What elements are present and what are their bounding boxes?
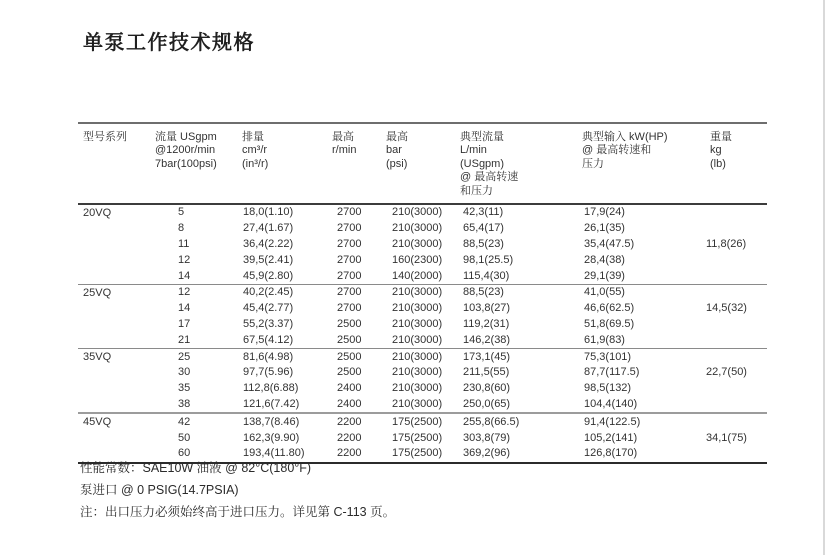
cell-displacement: 138,7(8.46) — [240, 413, 330, 430]
cell-max-pressure: 210(3000) — [392, 382, 443, 395]
cell-typical-input: 46,6(62.5) — [584, 302, 635, 315]
cell-displacement: 27,4(1.67) — [243, 222, 294, 235]
cell-max-speed: 2500 — [337, 366, 362, 379]
page-right-edge — [823, 0, 825, 555]
cell-typical-input: 126,8(170) — [584, 447, 638, 460]
table-row — [78, 430, 767, 446]
cell-typical-flow: 230,8(60) — [463, 382, 511, 395]
note-performance-constants: 性能常数：SAE10W 油液 @ 82°C(180°F) — [80, 461, 312, 475]
cell-max-pressure: 210(3000) — [392, 238, 443, 251]
cell-flow: 60 — [178, 447, 191, 460]
page-title: 单泵工作技术规格 — [83, 32, 255, 54]
table-row — [78, 221, 767, 237]
table-row — [78, 204, 767, 221]
column-header-weight: 重量 kg (lb) — [710, 123, 767, 204]
cell-displacement: 97,7(5.96) — [243, 366, 294, 379]
cell-typical-input: 17,9(24) — [584, 206, 625, 219]
cell-typical-input: 105,2(141) — [584, 431, 638, 444]
cell-displacement: 55,2(3.37) — [243, 318, 294, 330]
column-header-flow: 流量 USgpm @1200r/min 7bar(100psi) — [145, 123, 240, 204]
table-row — [78, 237, 767, 253]
cell-max-speed: 2200 — [337, 447, 362, 460]
cell-displacement: 40,2(2.45) — [240, 285, 330, 301]
cell-max-pressure: 210(3000) — [392, 302, 443, 315]
cell-typical-input: 104,4(140) — [584, 397, 638, 410]
cell-typical-input: 98,5(132) — [584, 382, 632, 395]
cell-max-pressure: 210(3000) — [392, 318, 443, 330]
cell-typical-flow: 65,4(17) — [463, 222, 504, 235]
footnotes — [80, 461, 395, 527]
cell-typical-flow: 42,3(11) — [463, 206, 504, 219]
table-row — [78, 252, 767, 268]
cell-typical-flow: 98,1(25.5) — [463, 253, 514, 266]
cell-typical-flow: 88,5(23) — [463, 238, 504, 251]
cell-weight: 22,7(50) — [710, 349, 767, 414]
cell-max-pressure: 210(3000) — [392, 333, 443, 346]
cell-typical-flow: 115,4(30) — [463, 269, 510, 282]
cell-flow: 21 — [178, 333, 191, 346]
cell-flow: 50 — [178, 431, 191, 444]
cell-max-speed: 2500 — [337, 318, 362, 330]
cell-max-pressure: 210(3000) — [385, 349, 458, 365]
cell-weight: 11,8(26) — [706, 238, 747, 251]
cell-model-series: 20VQ — [83, 207, 112, 220]
cell-max-pressure: 210(3000) — [385, 285, 458, 301]
cell-max-pressure: 140(2000) — [392, 269, 443, 282]
cell-max-pressure: 175(2500) — [385, 413, 458, 430]
table-row — [78, 397, 767, 414]
cell-weight: 34,1(75) — [710, 413, 767, 462]
cell-max-speed: 2700 — [330, 285, 385, 301]
cell-displacement: 67,5(4.12) — [243, 333, 294, 346]
table-row — [78, 285, 767, 301]
cell-flow: 12 — [178, 253, 191, 266]
cell-displacement: 81,6(4.98) — [240, 349, 330, 365]
cell-max-speed: 2700 — [337, 222, 362, 235]
table-row — [78, 413, 767, 430]
column-header-model-series: 型号系列 — [78, 123, 145, 204]
note-pump-inlet: 泵进口 @ 0 PSIG(14.7PSIA) — [80, 483, 239, 497]
cell-max-pressure: 210(3000) — [392, 366, 443, 379]
column-header-max-pressure: 最高 bar (psi) — [385, 123, 458, 204]
cell-max-speed: 2700 — [337, 206, 362, 219]
cell-displacement: 36,4(2.22) — [243, 238, 294, 251]
cell-displacement: 162,3(9.90) — [243, 431, 300, 444]
cell-max-pressure: 210(3000) — [392, 206, 443, 219]
cell-displacement: 45,9(2.80) — [243, 269, 294, 282]
cell-flow: 12 — [145, 285, 240, 301]
cell-flow: 14 — [178, 269, 191, 282]
cell-model-series: 25VQ — [78, 285, 145, 349]
cell-displacement: 39,5(2.41) — [243, 253, 294, 266]
table-header — [78, 123, 767, 204]
cell-typical-input: 75,3(101) — [580, 349, 710, 365]
cell-flow: 42 — [145, 413, 240, 430]
spec-table — [78, 122, 767, 464]
cell-flow: 17 — [178, 318, 191, 330]
cell-typical-input: 41,0(55) — [580, 285, 710, 301]
column-header-displacement: 排量 cm³/r (in³/r) — [240, 123, 330, 204]
cell-model-series: 35VQ — [78, 349, 145, 414]
cell-max-speed: 2400 — [337, 397, 362, 410]
cell-max-speed: 2200 — [330, 413, 385, 430]
cell-typical-flow: 88,5(23) — [458, 285, 580, 301]
table-row — [78, 301, 767, 317]
column-header-max-speed: 最高 r/min — [330, 123, 385, 204]
cell-typical-flow: 173,1(45) — [458, 349, 580, 365]
cell-max-pressure: 175(2500) — [392, 431, 443, 444]
cell-typical-input: 91,4(122.5) — [580, 413, 710, 430]
table-body — [78, 204, 767, 463]
cell-displacement: 193,4(11.80) — [243, 447, 305, 460]
cell-flow: 8 — [178, 222, 185, 235]
cell-typical-input: 61,9(83) — [584, 333, 625, 346]
cell-typical-flow: 255,8(66.5) — [458, 413, 580, 430]
note-outlet-pressure: 注：出口压力必须始终高于进口压力。详见第 C-113 页。 — [80, 505, 396, 519]
cell-max-pressure: 175(2500) — [392, 447, 443, 460]
table-row — [78, 349, 767, 365]
cell-typical-flow: 250,0(65) — [463, 397, 511, 410]
cell-flow: 11 — [178, 238, 190, 251]
cell-typical-flow: 369,2(96) — [463, 447, 511, 460]
table-row — [78, 268, 767, 284]
cell-typical-flow: 303,8(79) — [463, 431, 511, 444]
cell-max-pressure: 160(2300) — [392, 253, 443, 266]
cell-typical-flow: 146,2(38) — [463, 333, 511, 346]
cell-displacement: 18,0(1.10) — [243, 206, 294, 219]
table-row — [78, 317, 767, 333]
cell-typical-flow: 211,5(55) — [463, 366, 510, 379]
table-row — [78, 365, 767, 381]
cell-max-speed: 2700 — [337, 269, 362, 282]
cell-typical-input: 87,7(117.5) — [584, 366, 640, 379]
cell-flow: 35 — [178, 382, 191, 395]
cell-flow: 14 — [178, 302, 191, 315]
cell-flow: 25 — [145, 349, 240, 365]
cell-max-speed: 2400 — [337, 382, 362, 395]
cell-max-speed: 2500 — [337, 333, 362, 346]
header-row — [78, 123, 767, 204]
cell-max-speed: 2700 — [337, 302, 362, 315]
table-row — [78, 332, 767, 348]
cell-typical-input: 29,1(39) — [584, 269, 625, 282]
cell-max-pressure: 210(3000) — [392, 222, 443, 235]
table-row — [78, 381, 767, 397]
column-header-typical-input: 典型输入 kW(HP) @ 最高转速和 压力 — [580, 123, 710, 204]
cell-weight: 14,5(32) — [710, 285, 767, 349]
cell-model-series: 45VQ — [78, 413, 145, 462]
cell-displacement: 45,4(2.77) — [243, 302, 294, 315]
cell-max-speed: 2500 — [330, 349, 385, 365]
cell-flow: 5 — [178, 206, 185, 219]
cell-max-speed: 2200 — [337, 431, 362, 444]
cell-typical-flow: 119,2(31) — [463, 318, 510, 330]
cell-displacement: 112,8(6.88) — [243, 382, 299, 395]
cell-typical-input: 28,4(38) — [584, 253, 625, 266]
cell-flow: 38 — [178, 397, 191, 410]
cell-typical-input: 35,4(47.5) — [584, 238, 635, 251]
cell-max-speed: 2700 — [337, 253, 362, 266]
cell-displacement: 121,6(7.42) — [243, 397, 300, 410]
column-header-typical-flow: 典型流量 L/min (USgpm) @ 最高转速 和压力 — [458, 123, 580, 204]
cell-flow: 30 — [178, 366, 191, 379]
cell-typical-flow: 103,8(27) — [463, 302, 511, 315]
cell-max-speed: 2700 — [337, 238, 362, 251]
cell-typical-input: 26,1(35) — [584, 222, 625, 235]
cell-max-pressure: 210(3000) — [392, 397, 443, 410]
cell-typical-input: 51,8(69.5) — [584, 318, 635, 330]
